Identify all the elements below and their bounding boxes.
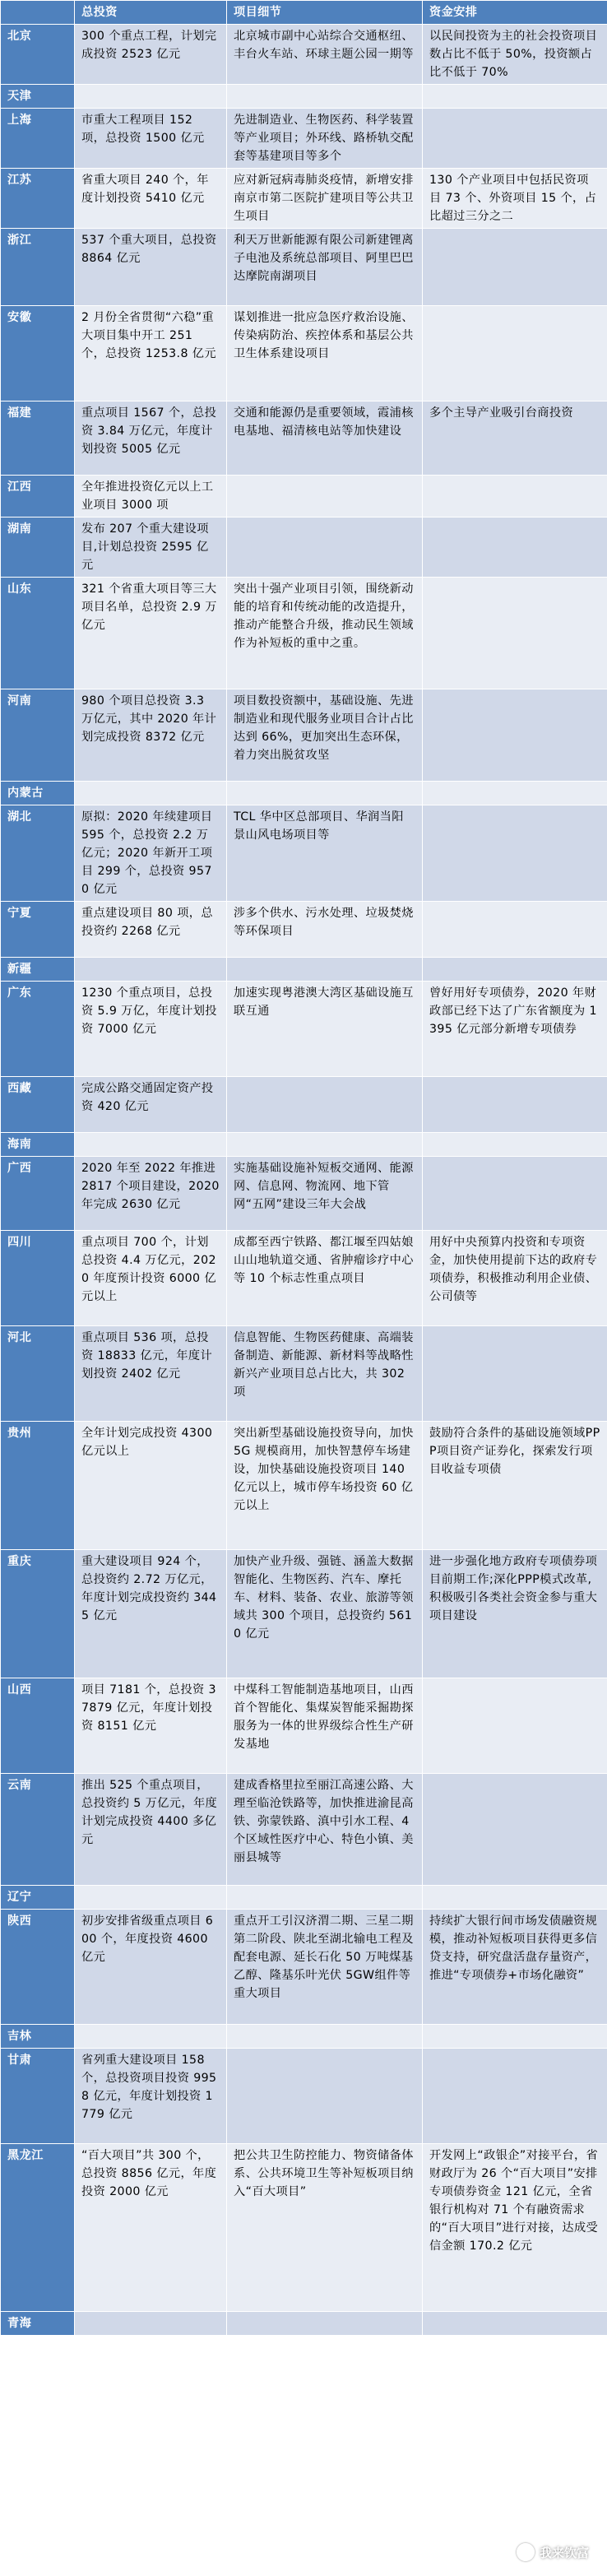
province-cell: 吉林	[1, 2025, 75, 2049]
project-detail-cell: 北京城市副中心站综合交通枢纽、丰台火车站、环球主题公园一期等	[227, 25, 423, 85]
investment-cell: 重点项目 1567 个，总投资 3.84 万亿元，年度计划投资 5005 亿元	[75, 401, 227, 476]
funding-cell: 以民间投资为主的社会投资项目数占比不低于 50%，投资额占比不低于 70%	[423, 25, 607, 85]
header-total-investment: 总投资	[75, 1, 227, 25]
province-cell: 江苏	[1, 169, 75, 229]
investment-cell: 省重大项目 240 个，年度计划投资 5410 亿元	[75, 169, 227, 229]
funding-cell	[423, 1077, 607, 1133]
table-row	[1, 1422, 607, 1550]
province-cell: 山西	[1, 1678, 75, 1774]
funding-cell	[423, 306, 607, 401]
funding-cell	[423, 109, 607, 169]
table-row	[1, 1886, 607, 1910]
table-row	[1, 306, 607, 401]
table-row	[1, 689, 607, 782]
project-detail-cell: 重点开工引汉济渭二期、三星二期第二阶段、陕北至湖北输电工程及配套电源、延长石化 50 万吨煤基乙醇、隆基乐叶光伏 5GW组件等重大项目	[227, 1910, 423, 2025]
investment-cell: 980 个项目总投资 3.3 万亿元，其中 2020 年计划完成投资 8372 亿元	[75, 689, 227, 782]
watermark	[517, 2543, 589, 2561]
project-detail-cell: 利天万世新能源有限公司新建锂离子电池及系统总部项目、阿里巴巴达摩院南湖项目	[227, 229, 423, 306]
funding-cell: 开发网上“政银企”对接平台，省财政厅为 26 个“百大项目”安排专项债券资金 121 亿元，全省银行机构对 71 个有融资需求的“百大项目”进行对接，达成受信金额 170.2 亿元	[423, 2144, 607, 2312]
circle-logo-icon	[517, 2543, 535, 2561]
table-row	[1, 1678, 607, 1774]
project-detail-cell: 中煤科工智能制造基地项目，山西首个智能化、集煤炭智能采掘勘探服务为一体的世界级综合性生产研发基地	[227, 1678, 423, 1774]
table-row	[1, 109, 607, 169]
project-detail-cell: 先进制造业、生物医药、科学装置等产业项目；外环线、路桥轨交配套等基建项目等多个	[227, 109, 423, 169]
table-row	[1, 85, 607, 109]
funding-cell	[423, 782, 607, 805]
table-row	[1, 982, 607, 1077]
funding-cell: 130 个产业项目中包括民资项目 73 个、外资项目 15 个，占比超过三分之二	[423, 169, 607, 229]
investment-cell: 全年推进投资亿元以上工业项目 3000 项	[75, 476, 227, 518]
funding-cell: 持续扩大银行间市场发债融资规模，推动补短板项目获得更多信贷支持，研究盘活盘存量资产，推进“专项债券+市场化融资”	[423, 1910, 607, 2025]
province-cell: 甘肃	[1, 2049, 75, 2144]
funding-cell	[423, 2049, 607, 2144]
province-cell: 江西	[1, 476, 75, 518]
funding-cell	[423, 518, 607, 578]
project-detail-cell	[227, 1077, 423, 1133]
table-row	[1, 1550, 607, 1678]
table-row	[1, 518, 607, 578]
header-funding-arrangement: 资金安排	[423, 1, 607, 25]
table-row	[1, 2144, 607, 2312]
investment-cell: 2 月份全省贯彻“六稳”重大项目集中开工 251 个，总投资 1253.8 亿元	[75, 306, 227, 401]
funding-cell: 多个主导产业吸引台商投资	[423, 401, 607, 476]
project-detail-cell: 建成香格里拉至丽江高速公路、大理至临沧铁路等，加快推进渝昆高铁、弥蒙铁路、滇中引水工程、4 个区域性医疗中心、特色小镇、美丽县城等	[227, 1774, 423, 1886]
watermark-text: 我来钦富	[539, 2545, 589, 2560]
province-cell: 内蒙古	[1, 782, 75, 805]
funding-cell	[423, 2312, 607, 2336]
header-province	[1, 1, 75, 25]
province-cell: 湖南	[1, 518, 75, 578]
table-row	[1, 2312, 607, 2336]
investment-cell: 发布 207 个重大建设项目,计划总投资 2595 亿元	[75, 518, 227, 578]
table-row	[1, 2025, 607, 2049]
funding-cell	[423, 1133, 607, 1157]
project-detail-cell: 成都至西宁铁路、都江堰至四姑娘山山地轨道交通、省肿瘤诊疗中心等 10 个标志性重点项目	[227, 1231, 423, 1326]
table-row	[1, 958, 607, 982]
project-detail-cell: 项目数投资额中，基础设施、先进制造业和现代服务业项目合计占比达到 66%，更加突出生态环保，着力突出脱贫攻坚	[227, 689, 423, 782]
project-detail-cell	[227, 518, 423, 578]
funding-cell: 用好中央预算内投资和专项资金，加快使用提前下达的政府专项债券，积极推动利用企业债、公司债等	[423, 1231, 607, 1326]
province-cell: 安徽	[1, 306, 75, 401]
table-row	[1, 1157, 607, 1231]
province-cell: 河北	[1, 1326, 75, 1422]
table-row	[1, 902, 607, 958]
funding-cell	[423, 1886, 607, 1910]
investment-cell	[75, 2312, 227, 2336]
investment-cell: 300 个重点工程，计划完成投资 2523 亿元	[75, 25, 227, 85]
table-row	[1, 476, 607, 518]
table-row	[1, 1326, 607, 1422]
province-cell: 云南	[1, 1774, 75, 1886]
investment-cell	[75, 1886, 227, 1910]
province-cell: 重庆	[1, 1550, 75, 1678]
investment-cell: 重点项目 700 个，计划总投资 4.4 万亿元，2020 年度预计投资 6000 亿元以上	[75, 1231, 227, 1326]
investment-cell: 重点建设项目 80 项，总投资约 2268 亿元	[75, 902, 227, 958]
project-detail-cell	[227, 85, 423, 109]
investment-cell: 2020 年至 2022 年推进 2817 个项目建设，2020 年完成 2630 亿元	[75, 1157, 227, 1231]
province-cell: 宁夏	[1, 902, 75, 958]
investment-cell	[75, 2025, 227, 2049]
table-row	[1, 169, 607, 229]
project-detail-cell	[227, 2049, 423, 2144]
investment-cell	[75, 85, 227, 109]
funding-cell	[423, 229, 607, 306]
table-row	[1, 1077, 607, 1133]
table-row	[1, 578, 607, 689]
table-row	[1, 1133, 607, 1157]
investment-cell: 省列重大建设项目 158 个，总投资项目投资 9958 亿元，年度计划投资 1779 亿元	[75, 2049, 227, 2144]
funding-cell	[423, 1678, 607, 1774]
project-detail-cell: 信息智能、生物医药健康、高端装备制造、新能源、新材料等战略性新兴产业项目总占比大，共 302 项	[227, 1326, 423, 1422]
table-header	[1, 1, 607, 25]
investment-cell: 项目 7181 个，总投资 37879 亿元，年度计划投资 8151 亿元	[75, 1678, 227, 1774]
province-cell: 上海	[1, 109, 75, 169]
table-row	[1, 805, 607, 902]
funding-cell	[423, 476, 607, 518]
funding-cell	[423, 578, 607, 689]
province-cell: 北京	[1, 25, 75, 85]
province-cell: 青海	[1, 2312, 75, 2336]
investment-cell: 重点项目 536 项，总投资 18833 亿元，年度计划投资 2402 亿元	[75, 1326, 227, 1422]
province-cell: 河南	[1, 689, 75, 782]
project-detail-cell: 突出十强产业项目引领，围绕新动能的培育和传统动能的改造提升，推动产能整合升级，推动民生领域作为补短板的重中之重。	[227, 578, 423, 689]
province-cell: 天津	[1, 85, 75, 109]
table-row	[1, 1774, 607, 1886]
investment-cell	[75, 958, 227, 982]
investment-cell: 537 个重大项目，总投资 8864 亿元	[75, 229, 227, 306]
province-cell: 陕西	[1, 1910, 75, 2025]
funding-cell: 曾好用好专项债券，2020 年财政部已经下达了广东省额度为 1395 亿元部分新增专项债券	[423, 982, 607, 1077]
table-row	[1, 2049, 607, 2144]
investment-cell: 重大建设项目 924 个，总投资约 2.72 万亿元，年度计划完成投资约 3445 亿元	[75, 1550, 227, 1678]
project-detail-cell: 涉多个供水、污水处理、垃圾焚烧等环保项目	[227, 902, 423, 958]
table-row	[1, 25, 607, 85]
project-detail-cell	[227, 476, 423, 518]
project-detail-cell	[227, 1886, 423, 1910]
province-cell: 西藏	[1, 1077, 75, 1133]
table-row	[1, 401, 607, 476]
funding-cell	[423, 85, 607, 109]
funding-cell	[423, 2025, 607, 2049]
funding-cell	[423, 902, 607, 958]
project-detail-cell: TCL 华中区总部项目、华润当阳景山风电场项目等	[227, 805, 423, 902]
province-cell: 海南	[1, 1133, 75, 1157]
project-detail-cell: 交通和能源仍是重要领域，霞浦核电基地、福清核电站等加快建设	[227, 401, 423, 476]
table-body	[1, 25, 607, 2336]
project-detail-cell: 突出新型基础设施投资导向，加快 5G 规模商用，加快智慧停车场建设，加快基础设施投资项目 140 亿元以上，城市停车场投资 60 亿元以上	[227, 1422, 423, 1550]
province-cell: 广西	[1, 1157, 75, 1231]
province-cell: 新疆	[1, 958, 75, 982]
funding-cell	[423, 1774, 607, 1886]
province-cell: 广东	[1, 982, 75, 1077]
header-row	[1, 1, 607, 25]
investment-cell: 1230 个重点项目，总投资 5.9 万亿，年度计划投资 7000 亿元	[75, 982, 227, 1077]
investment-cell: 推出 525 个重点项目，总投资约 5 万亿元，年度计划完成投资 4400 多亿元	[75, 1774, 227, 1886]
project-detail-cell: 加快产业升级、强链、涵盖大数据智能化、生物医药、汽车、摩托车、材料、装备、农业、旅游等领域共 300 个项目，总投资约 5610 亿元	[227, 1550, 423, 1678]
project-detail-cell: 应对新冠病毒肺炎疫情，新增安排南京市第二医院扩建项目等公共卫生项目	[227, 169, 423, 229]
investment-cell: 原拟：2020 年续建项目 595 个，总投资 2.2 万亿元；2020 年新开工项目 299 个，总投资 9570 亿元	[75, 805, 227, 902]
funding-cell	[423, 689, 607, 782]
funding-cell	[423, 1326, 607, 1422]
province-cell: 山东	[1, 578, 75, 689]
project-detail-cell: 加速实现粤港澳大湾区基础设施互联互通	[227, 982, 423, 1077]
funding-cell: 鼓励符合条件的基础设施领域PPP项目资产证券化，探索发行项目收益专项债	[423, 1422, 607, 1550]
investment-cell: 完成公路交通固定资产投资 420 亿元	[75, 1077, 227, 1133]
project-detail-cell: 实施基础设施补短板交通网、能源网、信息网、物流网、地下管网“五网”建设三年大会战	[227, 1157, 423, 1231]
project-detail-cell: 谋划推进一批应急医疗救治设施、传染病防治、疾控体系和基层公共卫生体系建设项目	[227, 306, 423, 401]
province-cell: 黑龙江	[1, 2144, 75, 2312]
funding-cell: 进一步强化地方政府专项债券项目前期工作;深化PPP模式改革,积极吸引各类社会资金参与重大项目建设	[423, 1550, 607, 1678]
province-cell: 辽宁	[1, 1886, 75, 1910]
investment-cell: 市重大工程项目 152 项，总投资 1500 亿元	[75, 109, 227, 169]
table-row	[1, 1231, 607, 1326]
table-row	[1, 782, 607, 805]
table-row	[1, 229, 607, 306]
funding-cell	[423, 805, 607, 902]
project-detail-cell: 把公共卫生防控能力、物资储备体系、公共环境卫生等补短板项目纳入“百大项目”	[227, 2144, 423, 2312]
province-cell: 贵州	[1, 1422, 75, 1550]
province-cell: 福建	[1, 401, 75, 476]
investment-cell	[75, 782, 227, 805]
province-cell: 四川	[1, 1231, 75, 1326]
project-detail-cell	[227, 2025, 423, 2049]
project-detail-cell	[227, 1133, 423, 1157]
funding-cell	[423, 1157, 607, 1231]
investment-cell: 全年计划完成投资 4300 亿元以上	[75, 1422, 227, 1550]
investment-cell: “百大项目”共 300 个，总投资 8856 亿元，年度投资 2000 亿元	[75, 2144, 227, 2312]
header-project-details: 项目细节	[227, 1, 423, 25]
project-detail-cell	[227, 2312, 423, 2336]
investment-cell: 初步安排省级重点项目 600 个，年度投资 4600 亿元	[75, 1910, 227, 2025]
project-detail-cell	[227, 958, 423, 982]
project-detail-cell	[227, 782, 423, 805]
funding-cell	[423, 958, 607, 982]
investment-cell: 321 个省重大项目等三大项目名单，总投资 2.9 万亿元	[75, 578, 227, 689]
province-cell: 湖北	[1, 805, 75, 902]
investment-cell	[75, 1133, 227, 1157]
province-cell: 浙江	[1, 229, 75, 306]
table-row	[1, 1910, 607, 2025]
